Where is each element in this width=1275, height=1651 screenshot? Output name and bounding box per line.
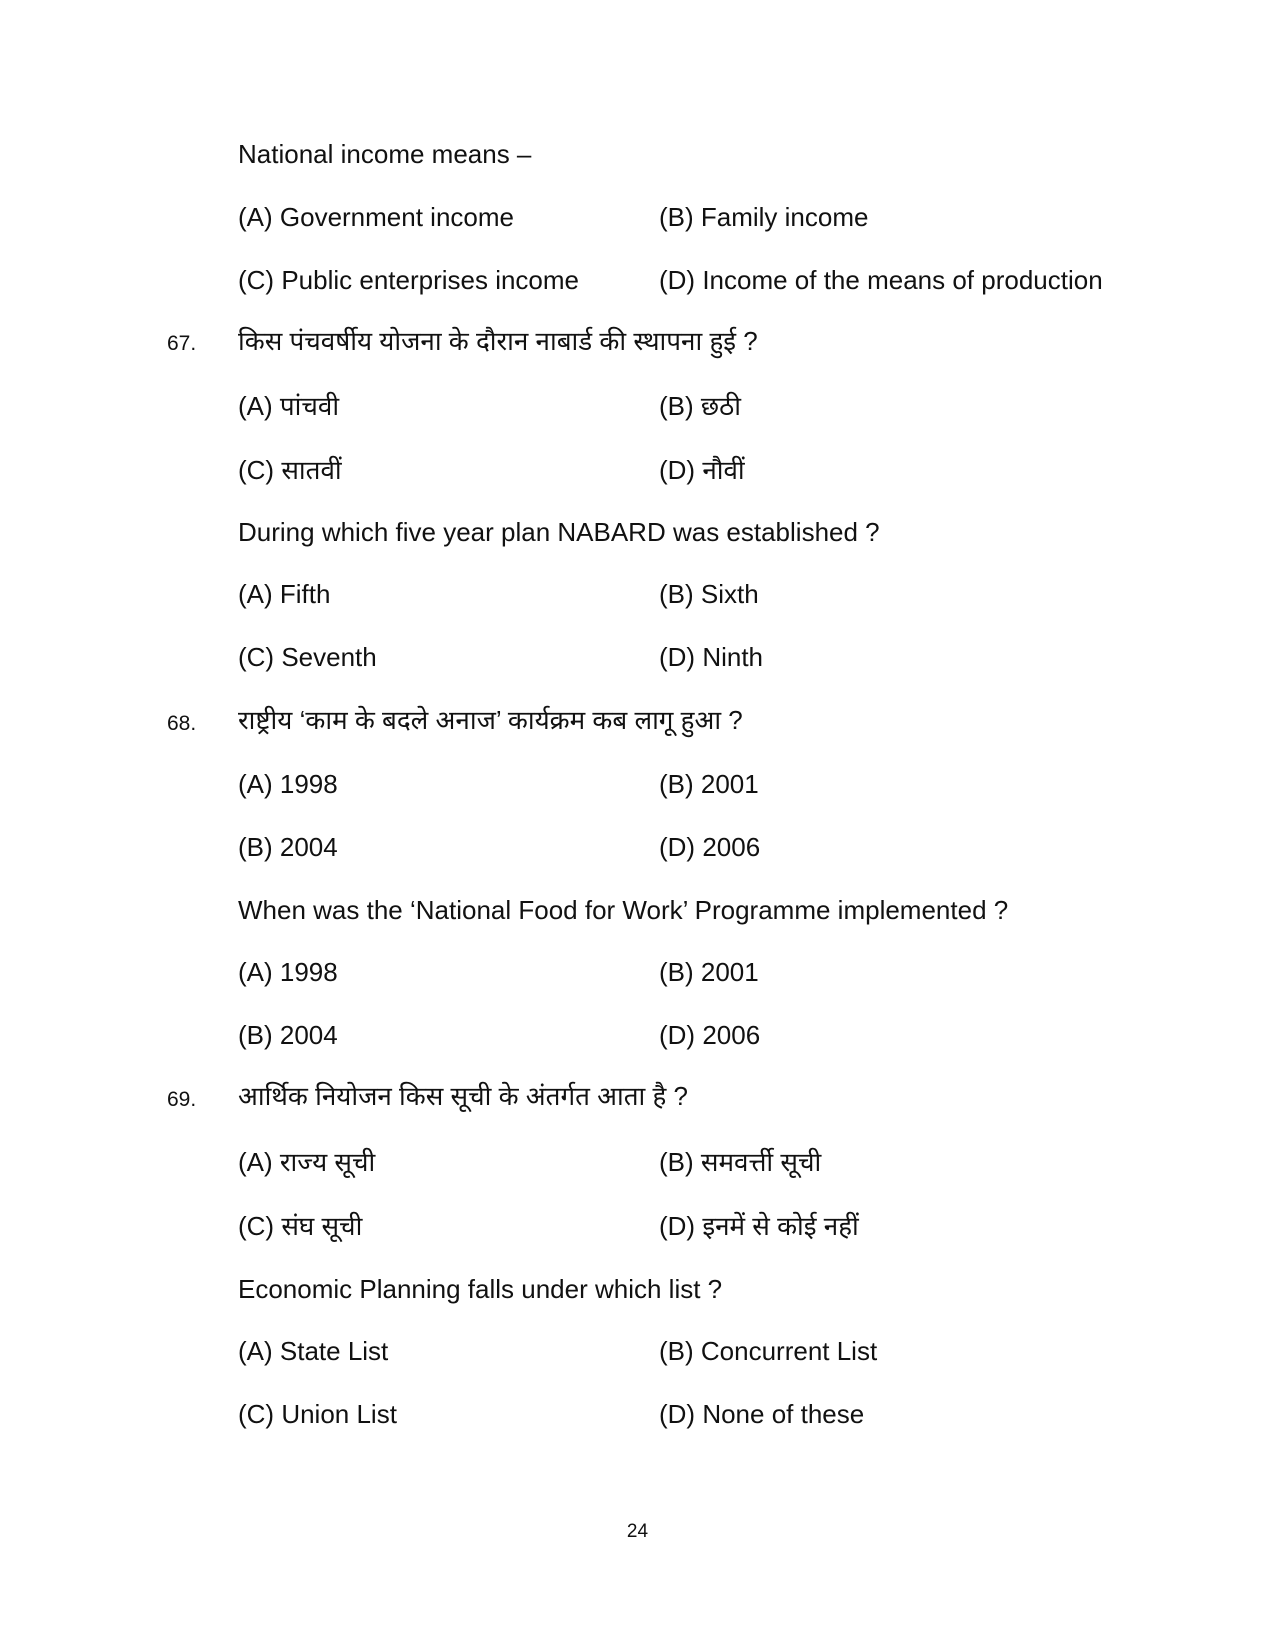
question-68-hindi-option-b: (B) 2001 — [659, 769, 759, 799]
question-67-hindi-option-b: (B) छठी — [659, 391, 741, 421]
question-67-english-option-b: (B) Sixth — [659, 579, 759, 609]
question-66-option-c: (C) Public enterprises income — [238, 265, 580, 295]
question-67-english-option-a: (A) Fifth — [238, 579, 331, 609]
question-66-option-b: (B) Family income — [659, 202, 869, 232]
question-69-english-option-b: (B) Concurrent List — [659, 1336, 878, 1366]
question-67-number: 67. — [167, 332, 197, 355]
question-69-english-option-a: (A) State List — [238, 1336, 389, 1366]
question-68-hindi-option-a: (A) 1998 — [238, 769, 338, 799]
question-68-english-option-d: (D) 2006 — [659, 1020, 761, 1050]
question-69-hindi-option-c: (C) संघ सूची — [238, 1211, 363, 1241]
question-69-hindi-option-a: (A) राज्य सूची — [238, 1147, 376, 1177]
page-number: 24 — [626, 1521, 649, 1542]
question-68-hindi-option-c: (B) 2004 — [238, 832, 338, 862]
question-68-english-option-b: (B) 2001 — [659, 957, 759, 987]
question-68-english-option-c: (B) 2004 — [238, 1020, 338, 1050]
question-66-english-text: National income means – — [238, 139, 532, 169]
question-69-number: 69. — [167, 1088, 197, 1111]
question-67-english-option-c: (C) Seventh — [238, 642, 377, 672]
question-68-english-text: When was the ‘National Food for Work’ Programme implemented ? — [238, 895, 1009, 925]
question-68-hindi-text: राष्ट्रीय ‘काम के बदले अनाज’ कार्यक्रम कब लागू हुआ ? — [238, 705, 743, 735]
question-69-hindi-option-d: (D) इनमें से कोई नहीं — [659, 1211, 859, 1241]
question-69-english-option-d: (D) None of these — [659, 1399, 865, 1429]
question-68-number: 68. — [167, 712, 197, 735]
question-69-english-option-c: (C) Union List — [238, 1399, 397, 1429]
question-67-english-text: During which five year plan NABARD was established ? — [238, 517, 880, 547]
question-68-hindi-option-d: (D) 2006 — [659, 832, 761, 862]
question-66-option-d: (D) Income of the means of production — [659, 265, 1103, 295]
question-67-hindi-option-c: (C) सातवीं — [238, 455, 342, 485]
question-69-english-text: Economic Planning falls under which list ? — [238, 1274, 723, 1304]
question-67-hindi-option-a: (A) पांचवी — [238, 391, 340, 421]
question-66-option-a: (A) Government income — [238, 202, 514, 232]
question-67-english-option-d: (D) Ninth — [659, 642, 764, 672]
question-68-english-option-a: (A) 1998 — [238, 957, 338, 987]
question-69-hindi-text: आर्थिक नियोजन किस सूची के अंतर्गत आता है ? — [238, 1081, 688, 1111]
question-67-hindi-option-d: (D) नौवीं — [659, 455, 745, 485]
question-69-hindi-option-b: (B) समवर्त्ती सूची — [659, 1147, 822, 1177]
question-67-hindi-text: किस पंचवर्षीय योजना के दौरान नाबार्ड की स्थापना हुई ? — [238, 326, 758, 356]
